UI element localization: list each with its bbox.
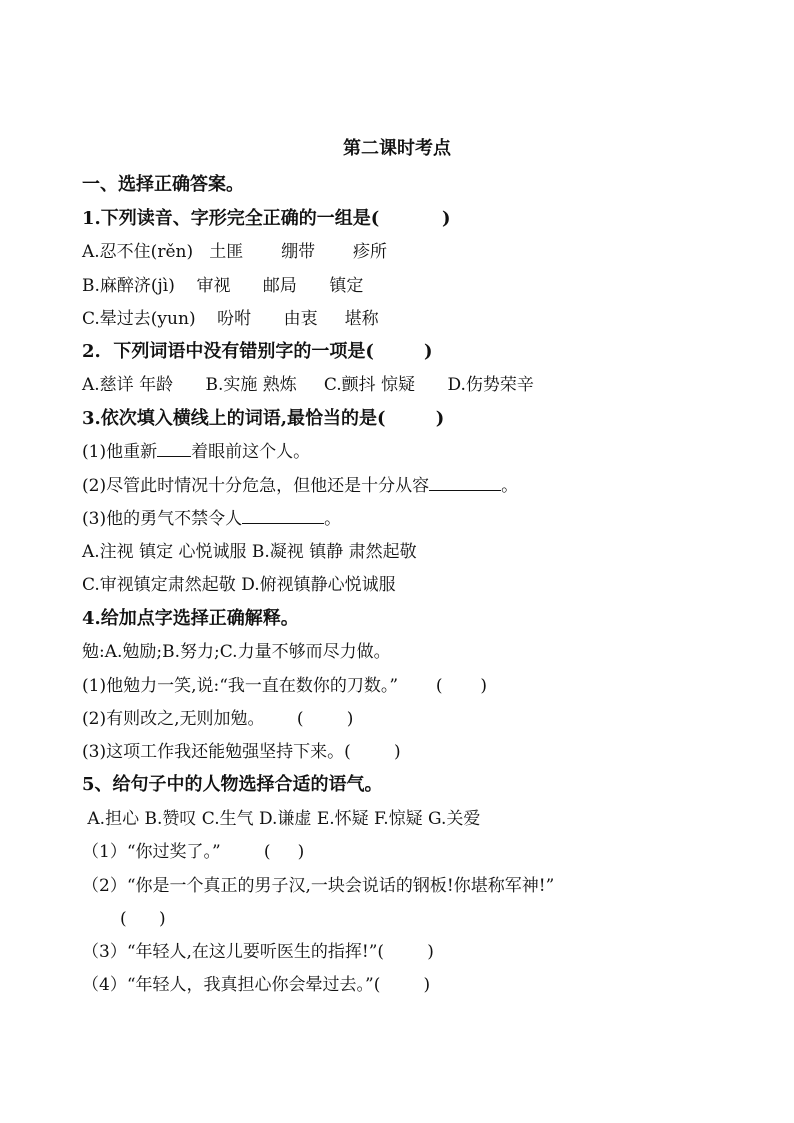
sentence-text: 着眼前这个人。 bbox=[191, 442, 311, 462]
sentence-text: 。 bbox=[501, 476, 519, 496]
question-1-option-b: B.麻醉济(jì) 审视 邮局 镇定 bbox=[82, 276, 364, 296]
question-5-sentence-2: （2）“你是一个真正的男子汉,一块会说话的钢板!你堪称军神!” bbox=[82, 876, 555, 896]
question-3-sentence-3 bbox=[82, 508, 341, 530]
sentence-text: (2)尽管此时情况十分危急，但他还是十分从容 bbox=[82, 476, 430, 496]
question-4-sentence-1: (1)他勉力一笑,说:“我一直在数你的刀数。” ( ) bbox=[82, 676, 488, 696]
section-heading: 一、选择正确答案。 bbox=[82, 174, 244, 195]
sentence-text: 。 bbox=[324, 509, 342, 529]
question-2-options: A.慈详 年龄 B.实施 熟炼 C.颤抖 惊疑 D.伤势荣辛 bbox=[82, 375, 534, 395]
question-1-stem: 1.下列读音、字形完全正确的一组是( ) bbox=[82, 208, 451, 229]
question-4-stem: 4.给加点字选择正确解释。 bbox=[82, 608, 299, 629]
question-5-sentence-2-answer: ( ) bbox=[120, 909, 166, 929]
fill-blank[interactable] bbox=[157, 442, 191, 457]
fill-blank[interactable] bbox=[242, 509, 324, 524]
question-5-sentence-3: （3）“年轻人,在这儿要听医生的指挥!”( ) bbox=[82, 942, 434, 962]
question-3-options-ab: A.注视 镇定 心悦诚服 B.凝视 镇静 肃然起敬 bbox=[82, 542, 417, 562]
question-4-sentence-2: (2)有则改之,无则加勉。 ( ) bbox=[82, 709, 354, 729]
question-3-stem: 3.依次填入横线上的词语,最恰当的是( ) bbox=[82, 408, 445, 429]
question-5-sentence-4: （4）“年轻人，我真担心你会晕过去。”( ) bbox=[82, 975, 431, 995]
question-5-options: A.担心 B.赞叹 C.生气 D.谦虚 E.怀疑 F.惊疑 G.关爱 bbox=[82, 809, 481, 829]
question-4-definition: 勉:A.勉励;B.努力;C.力量不够而尽力做。 bbox=[82, 642, 391, 662]
question-5-sentence-1: （1）“你过奖了。” ( ) bbox=[82, 842, 305, 862]
sentence-text: (1)他重新 bbox=[82, 442, 158, 462]
question-1-option-a: A.忍不住(rěn) 土匪 绷带 疹所 bbox=[82, 242, 387, 262]
sentence-text: (3)他的勇气不禁令人 bbox=[82, 509, 243, 529]
question-5-stem: 5、给句子中的人物选择合适的语气。 bbox=[82, 774, 383, 795]
question-4-sentence-3: (3)这项工作我还能勉强坚持下来。( ) bbox=[82, 742, 401, 762]
fill-blank[interactable] bbox=[429, 476, 501, 491]
question-2-stem: 2. 下列词语中没有错别字的一项是( ) bbox=[82, 341, 433, 362]
question-3-sentence-2 bbox=[82, 475, 518, 497]
question-3-options-cd: C.审视镇定肃然起敬 D.俯视镇静心悦诚服 bbox=[82, 575, 396, 595]
page-title: 第二课时考点 bbox=[343, 138, 451, 159]
question-3-sentence-1 bbox=[82, 441, 310, 463]
question-1-option-c: C.晕过去(yun) 吩咐 由衷 堪称 bbox=[82, 309, 379, 329]
